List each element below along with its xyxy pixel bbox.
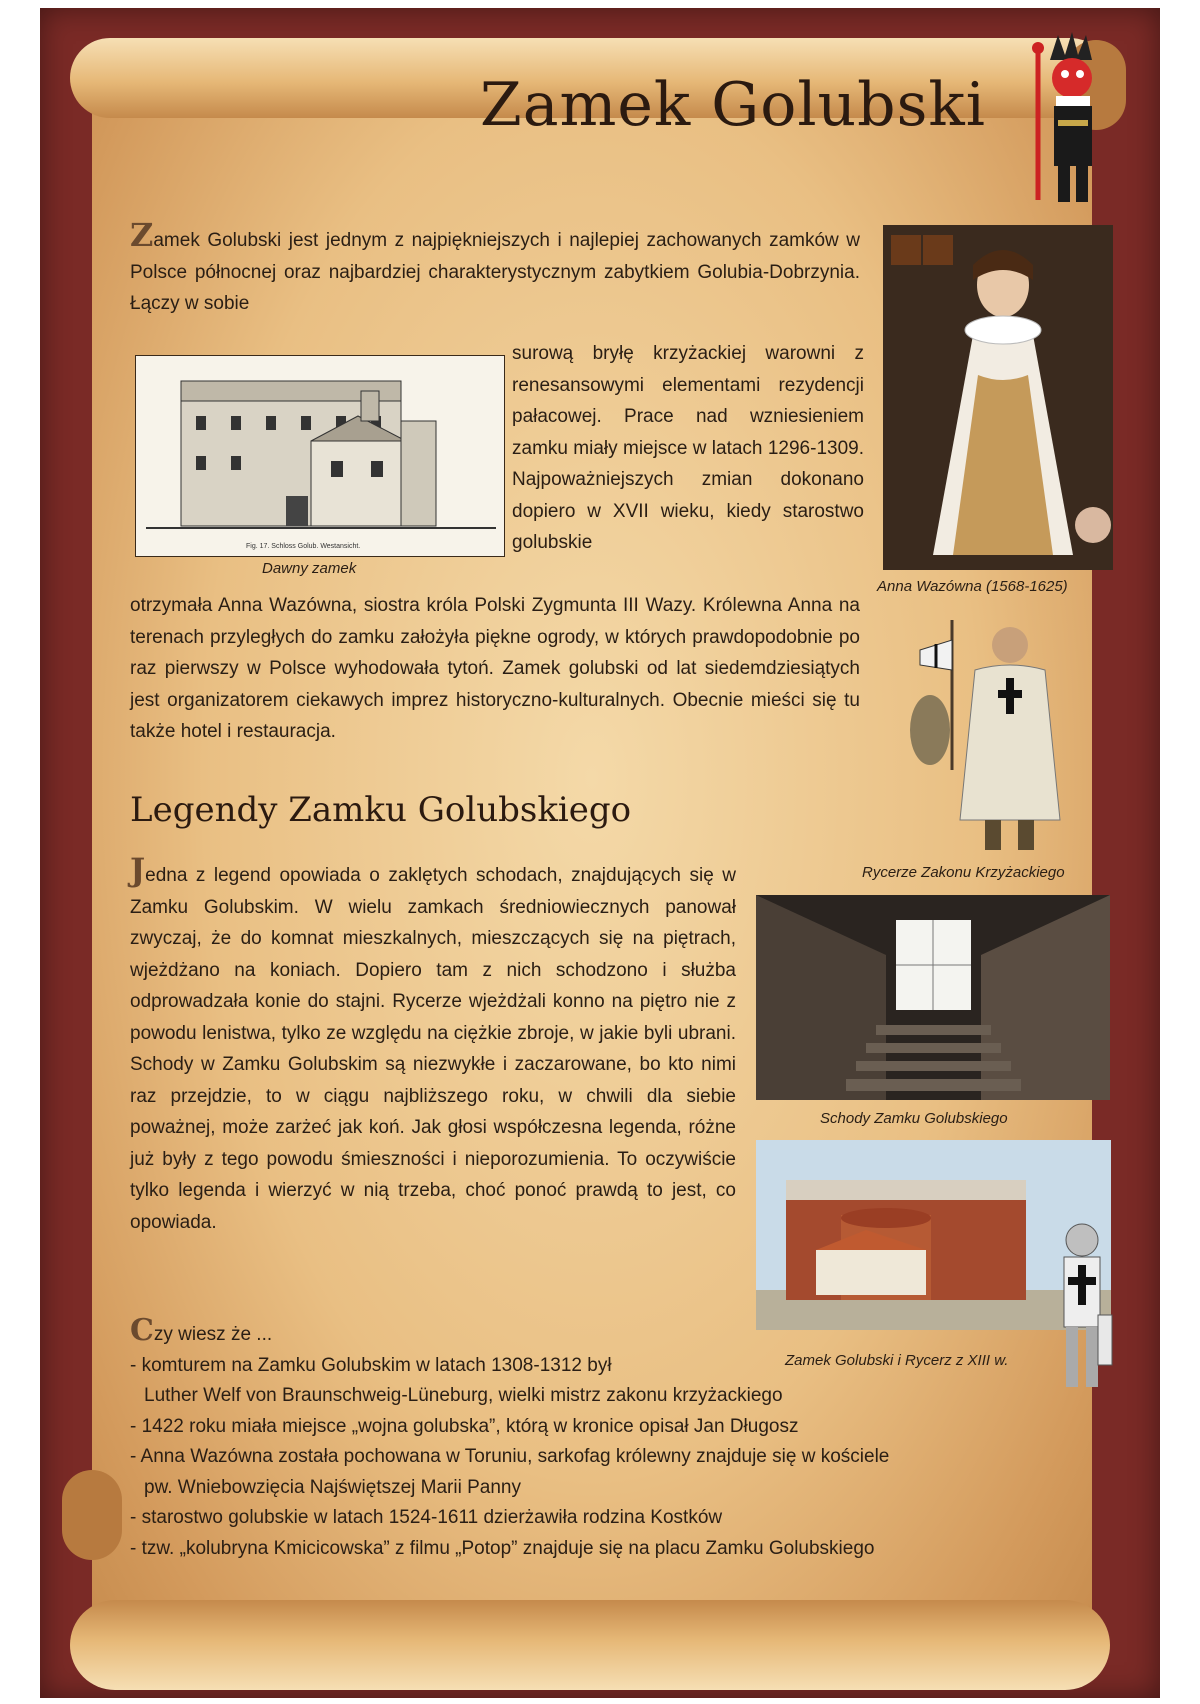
- teutonic-knights-illustration: [900, 610, 1070, 855]
- caption-stairs: Schody Zamku Golubskiego: [820, 1110, 1008, 1127]
- intro-paragraph-bottom: [130, 590, 860, 748]
- fact-line: - starostwo golubskie w latach 1524-1611 dzierżawiła rodzina Kostków: [130, 1507, 723, 1528]
- did-you-know-heading: zy wiesz że ...: [153, 1324, 273, 1345]
- fact-line: pw. Wniebowzięcia Najświętszej Marii Panny: [144, 1476, 521, 1498]
- old-castle-engraving: [135, 355, 505, 557]
- legends-paragraph: [130, 851, 736, 1238]
- legends-heading: Legendy Zamku Golubskiego: [130, 790, 632, 830]
- fact-line: - 1422 roku miała miejsce „wojna golubska”, którą w kronice opisał Jan Długosz: [130, 1415, 799, 1437]
- did-you-know-heading-row: [130, 1313, 1090, 1351]
- intro-bottom-text: otrzymała Anna Wazówna, siostra króla Polski Zygmunta III Wazy. Królewna Anna na terenach przyległych do zamku założyła piękne ogrody, w których prawdopodobnie po raz pierwszy w Polsce wyhodowała tytoń. Zamek golubski od lat siedemdziesiątych jest organizatorem ciekawych imprez historyczno-kulturalnych. Obecnie mieści się tu także hotel i restauracja.: [130, 595, 860, 742]
- intro-side-text: surową bryłę krzyżackiej warowni z renesansowymi elementami rezydencji pałacowej. Prace nad wzniesieniem zamku miały miejsce w latach 1296-1309. Najpoważniejszych zmian dokonano dopiero w XVII wieku, kiedy starostwo golubskie: [512, 343, 864, 553]
- scroll-curl-left: [62, 1470, 122, 1560]
- mascot-knight-icon: [1020, 30, 1120, 210]
- intro-dropcap: Z: [130, 216, 154, 254]
- engraving-label: Fig. 17. Schloss Golub. Westansicht.: [246, 543, 361, 550]
- caption-knights: Rycerze Zakonu Krzyżackiego: [862, 864, 1065, 881]
- page-title: Zamek Golubski: [480, 70, 986, 140]
- fact-line: - Anna Wazówna została pochowana w Toruniu, sarkofag królewny znajduje się w kościele: [130, 1446, 890, 1467]
- fact-line: - komturem na Zamku Golubskim w latach 1308-1312 był: [130, 1354, 612, 1376]
- intro-paragraph-side: [512, 338, 864, 559]
- caption-old-castle: Dawny zamek: [262, 560, 357, 577]
- scroll-bottom-roll: [70, 1600, 1110, 1690]
- intro-paragraph-top: [130, 216, 860, 320]
- caption-castle-knight: Zamek Golubski i Rycerz z XIII w.: [785, 1352, 1009, 1369]
- caption-anna: Anna Wazówna (1568-1625): [877, 578, 1068, 595]
- facts-dropcap: C: [130, 1313, 154, 1348]
- legends-text: edna z legend opowiada o zaklętych schodach, znajdujących się w Zamku Golubskim. W wielu zamkach średniowiecznych panował zwyczaj, że do komnat mieszkalnych, mieszczących się na piętrach, wjeżdżano na koniach. Dopiero tam z nich schodzono i służba odprowadzała konie do stajni. Rycerze wjeżdżali konno na piętro nie z powodu lenistwa, tylko ze względu na ciężkie zbroje, w jakie byli ubrani. Schody w Zamku Golubskim są niezwykłe i zaczarowane, bo kto nimi raz przejdzie, to w ciągu najbliższego roku, w chwili dla siebie poważnej, może zarżeć jak koń. Jak głosi współczesna legenda, różne już były z tego powodu śmieszności i nieporozumienia. To oczywiście tylko legenda i wierzyć w nią trzeba, choć ponoć prawdą to jest, co opowiada.: [130, 865, 736, 1233]
- anna-wazowna-portrait: [883, 225, 1113, 570]
- fact-line: Luther Welf von Braunschweig-Lüneburg, wielki mistrz zakonu krzyżackiego: [144, 1385, 783, 1406]
- intro-top-text: amek Golubski jest jednym z najpiękniejszych i najlepiej zachowanych zamków w Polsce północnej oraz najbardziej charakterystycznym zabytkiem Golubia-Dobrzynia. Łączy w sobie: [130, 230, 860, 314]
- did-you-know-section: [130, 1313, 1090, 1564]
- fact-line: - tzw. „kolubryna Kmicicowska” z filmu „Potop” znajduje się na placu Zamku Golubskiego: [130, 1537, 875, 1559]
- castle-stairs-photo: [756, 895, 1110, 1100]
- legends-dropcap: J: [130, 851, 146, 889]
